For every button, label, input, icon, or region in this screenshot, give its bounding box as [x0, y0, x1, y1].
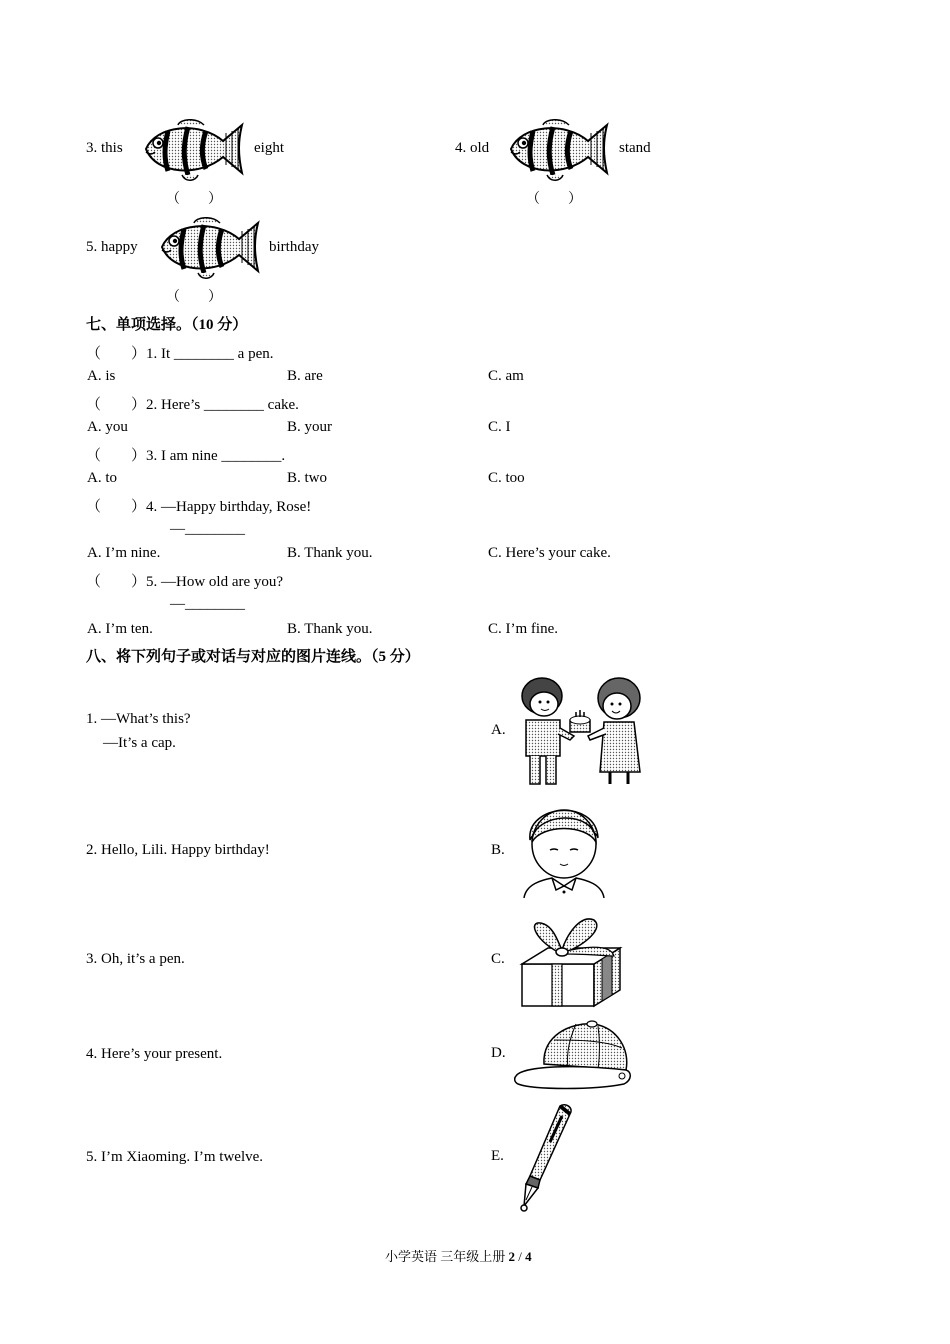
sentence-2[interactable]: 2. Hello, Lili. Happy birthday!	[86, 842, 270, 858]
option-b: B. your	[287, 419, 332, 435]
picture-label-a: A.	[491, 722, 506, 738]
answer-paren[interactable]: （ ）	[86, 574, 147, 590]
cap-icon[interactable]	[514, 1018, 636, 1092]
question-4-reply: —________	[170, 521, 245, 537]
option-b: B. Thank you.	[287, 621, 373, 637]
sentence-5[interactable]: 5. I’m Xiaoming. I’m twelve.	[86, 1149, 264, 1165]
answer-paren[interactable]: （ ）	[86, 499, 147, 515]
item-4-word2: stand	[619, 140, 651, 156]
section8-heading: 八、将下列句子或对话与对应的图片连线。（5 分）	[86, 649, 420, 665]
option-b: B. Thank you.	[287, 545, 373, 561]
boy-portrait-icon[interactable]	[516, 794, 612, 898]
picture-label-d: D.	[491, 1045, 506, 1061]
answer-blank[interactable]: （ ）	[166, 192, 222, 207]
picture-label-c: C.	[491, 951, 505, 967]
fish-icon	[503, 119, 611, 185]
fountain-pen-icon[interactable]	[510, 1102, 580, 1214]
question-3: （ ）3. I am nine ________.	[86, 448, 286, 464]
gift-box-icon[interactable]	[518, 908, 624, 1010]
picture-label-b: B.	[491, 842, 505, 858]
page-total: 4	[525, 1249, 532, 1264]
option-c: C. I’m fine.	[488, 621, 558, 637]
picture-label-e: E.	[491, 1148, 504, 1164]
option-c: C. I	[488, 419, 511, 435]
sentence-1-reply: —It’s a cap.	[103, 735, 176, 751]
page-footer: 小学英语 三年级上册 2 / 4	[385, 1249, 532, 1264]
question-1: （ ）1. It ________ a pen.	[86, 346, 274, 362]
option-c: C. am	[488, 368, 524, 384]
sentence-1[interactable]: 1. —What’s this?	[86, 711, 191, 727]
question-5-reply: —________	[170, 596, 245, 612]
option-c: C. too	[488, 470, 525, 486]
item-3-word2: eight	[254, 140, 284, 156]
children-with-cake-icon[interactable]	[516, 676, 646, 786]
sentence-4[interactable]: 4. Here’s your present.	[86, 1046, 223, 1062]
answer-paren[interactable]: （ ）	[86, 346, 147, 362]
fish-icon	[154, 217, 262, 283]
option-c: C. Here’s your cake.	[488, 545, 611, 561]
fish-icon	[138, 119, 246, 185]
option-a: A. I’m ten.	[87, 621, 153, 637]
question-4: （ ）4. —Happy birthday, Rose!	[86, 499, 312, 515]
item-5-word2: birthday	[269, 239, 319, 255]
option-b: B. are	[287, 368, 323, 384]
option-a: A. to	[87, 470, 117, 486]
option-a: A. I’m nine.	[87, 545, 161, 561]
item-3-word1: 3. this	[86, 140, 123, 156]
answer-paren[interactable]: （ ）	[86, 397, 147, 413]
item-4-word1: 4. old	[455, 140, 490, 156]
option-a: A. is	[87, 368, 116, 384]
item-5-word1: 5. happy	[86, 239, 138, 255]
section7-heading: 七、单项选择。（10 分）	[86, 317, 248, 333]
option-b: B. two	[287, 470, 328, 486]
sentence-3[interactable]: 3. Oh, it’s a pen.	[86, 951, 185, 967]
answer-paren[interactable]: （ ）	[86, 448, 147, 464]
question-2: （ ）2. Here’s ________ cake.	[86, 397, 299, 413]
option-a: A. you	[87, 419, 128, 435]
answer-blank[interactable]: （ ）	[166, 290, 222, 305]
answer-blank[interactable]: （ ）	[526, 192, 582, 207]
question-5: （ ）5. —How old are you?	[86, 574, 284, 590]
page-number: 2	[508, 1249, 516, 1264]
